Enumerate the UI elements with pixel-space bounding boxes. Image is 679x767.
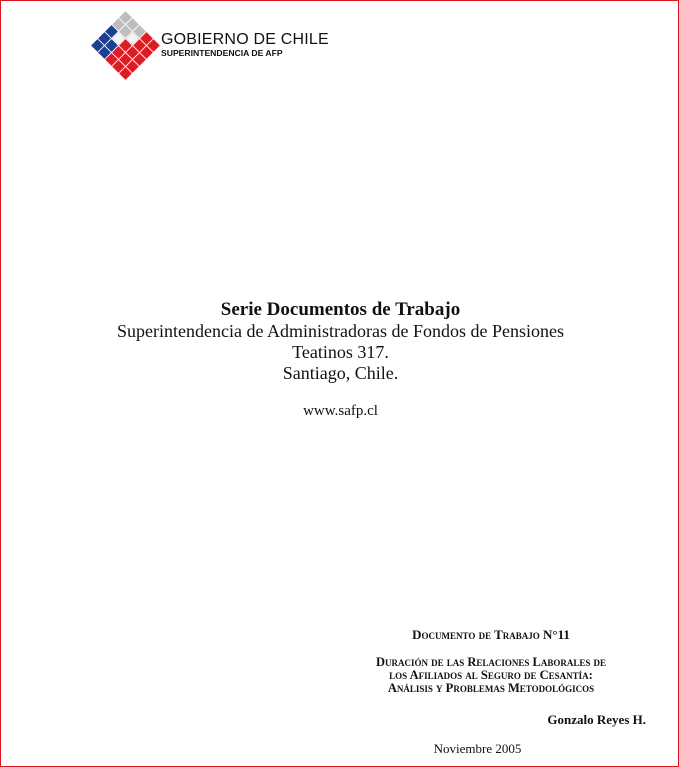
author-name: Gonzalo Reyes H.: [547, 712, 646, 727]
logo-subtitle: SUPERINTENDENCIA DE AFP: [161, 48, 283, 58]
document-title-line: los Afiliados al Seguro de Cesantía:: [389, 668, 593, 682]
address-street: Teatinos 317.: [292, 342, 389, 362]
logo-title: GOBIERNO DE CHILE: [161, 31, 329, 48]
address-city: Santiago, Chile.: [282, 363, 399, 383]
document-info: [341, 627, 641, 695]
institution-name: Superintendencia de Administradoras de Fondos de Pensiones: [117, 321, 564, 341]
government-logo: [87, 11, 329, 83]
document-title: [341, 656, 641, 695]
publication-date-row: [341, 741, 679, 757]
chile-government-emblem-icon: [87, 11, 162, 81]
logo-text: [161, 31, 329, 58]
website-link[interactable]: www.safp.cl: [303, 403, 378, 419]
publication-date: Noviembre 2005: [433, 741, 522, 756]
series-header: [1, 299, 679, 420]
document-title-line: Duración de las Relaciones Laborales de: [375, 655, 607, 669]
document-number: Documento de Trabajo N°11: [412, 627, 570, 642]
document-title-line: Análisis y Problemas Metodológicos: [387, 681, 595, 695]
series-title: Serie Documentos de Trabajo: [220, 299, 461, 320]
